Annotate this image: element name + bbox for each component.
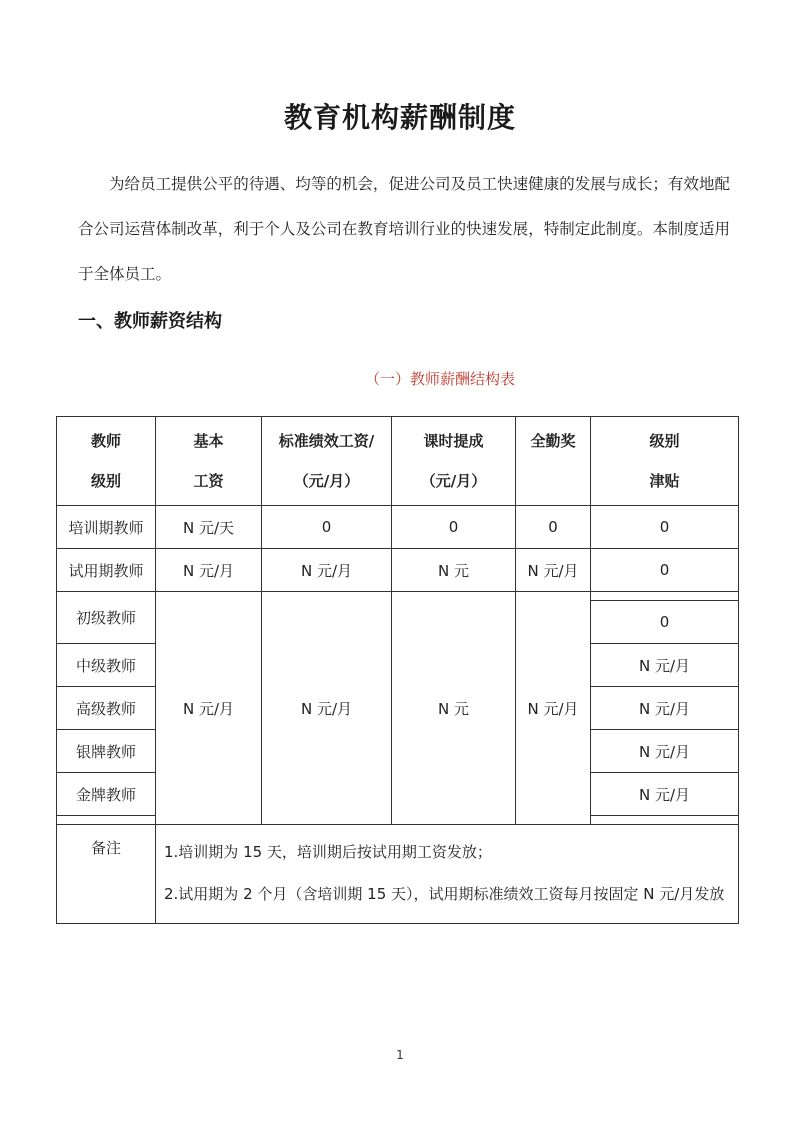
notes-row (57, 825, 739, 924)
merged-comm-cell: N 元 (392, 592, 516, 825)
cell-allow: 0 (591, 601, 739, 644)
header-lesson-commission: 课时提成 （元/月） (392, 417, 516, 506)
cell-perf: 0 (262, 506, 392, 549)
note-line: 2.试用期为 2 个月（含培训期 15 天），试用期标准绩效工资每月按固定 N 元/月发放 (164, 885, 725, 903)
header-performance-pay: 标准绩效工资/ （元/月） (262, 417, 392, 506)
cell-allow: 0 (591, 549, 739, 592)
cell-comm: 0 (392, 506, 516, 549)
intro-paragraph: 为给员工提供公平的待遇、均等的机会，促进公司及员工快速健康的发展与成长；有效地配合公司运营体制改革，利于个人及公司在教育培训行业的快速发展，特制定此制度。本制度适用于全体员工。 (78, 175, 730, 283)
note-line: 1.培训期为 15 天，培训期后按试用期工资发放； (164, 843, 492, 861)
cell-allow: N 元/月 (591, 687, 739, 730)
cell-allow: N 元/月 (591, 730, 739, 773)
table-row (57, 549, 739, 592)
merged-perf-cell: N 元/月 (262, 592, 392, 825)
table-header-row (57, 417, 739, 506)
header-attendance-bonus: 全勤奖 (516, 417, 591, 506)
header-level-allowance: 级别 津贴 (591, 417, 739, 506)
cell-level: 培训期教师 (57, 506, 156, 549)
salary-structure-table (56, 416, 739, 924)
cell-level: 中级教师 (57, 644, 156, 687)
spacer-cell (591, 816, 739, 825)
page-number: 1 (396, 1048, 404, 1062)
cell-attend: 0 (516, 506, 591, 549)
cell-level: 初级教师 (57, 592, 156, 644)
section-heading: 一、教师薪资结构 (78, 311, 222, 332)
header-base-salary: 基本 工资 (156, 417, 262, 506)
cell-attend: N 元/月 (516, 549, 591, 592)
document-title: 教育机构薪酬制度 (283, 101, 516, 134)
cell-allow: N 元/月 (591, 773, 739, 816)
merged-base-cell: N 元/月 (156, 592, 262, 825)
notes-label: 备注 (57, 825, 156, 924)
cell-base: N 元/月 (156, 549, 262, 592)
cell-level: 高级教师 (57, 687, 156, 730)
spacer-cell (591, 592, 739, 601)
cell-perf: N 元/月 (262, 549, 392, 592)
notes-content (156, 825, 739, 924)
cell-allow: N 元/月 (591, 644, 739, 687)
cell-level: 银牌教师 (57, 730, 156, 773)
merged-attend-cell: N 元/月 (516, 592, 591, 825)
header-teacher-level: 教师 级别 (57, 417, 156, 506)
table-caption: （一）教师薪酬结构表 (364, 370, 515, 388)
cell-allow: 0 (591, 506, 739, 549)
cell-comm: N 元 (392, 549, 516, 592)
table-row (57, 506, 739, 549)
spacer-cell (57, 816, 156, 825)
cell-base: N 元/天 (156, 506, 262, 549)
table-spacer-row (57, 592, 739, 601)
cell-level: 试用期教师 (57, 549, 156, 592)
cell-level: 金牌教师 (57, 773, 156, 816)
